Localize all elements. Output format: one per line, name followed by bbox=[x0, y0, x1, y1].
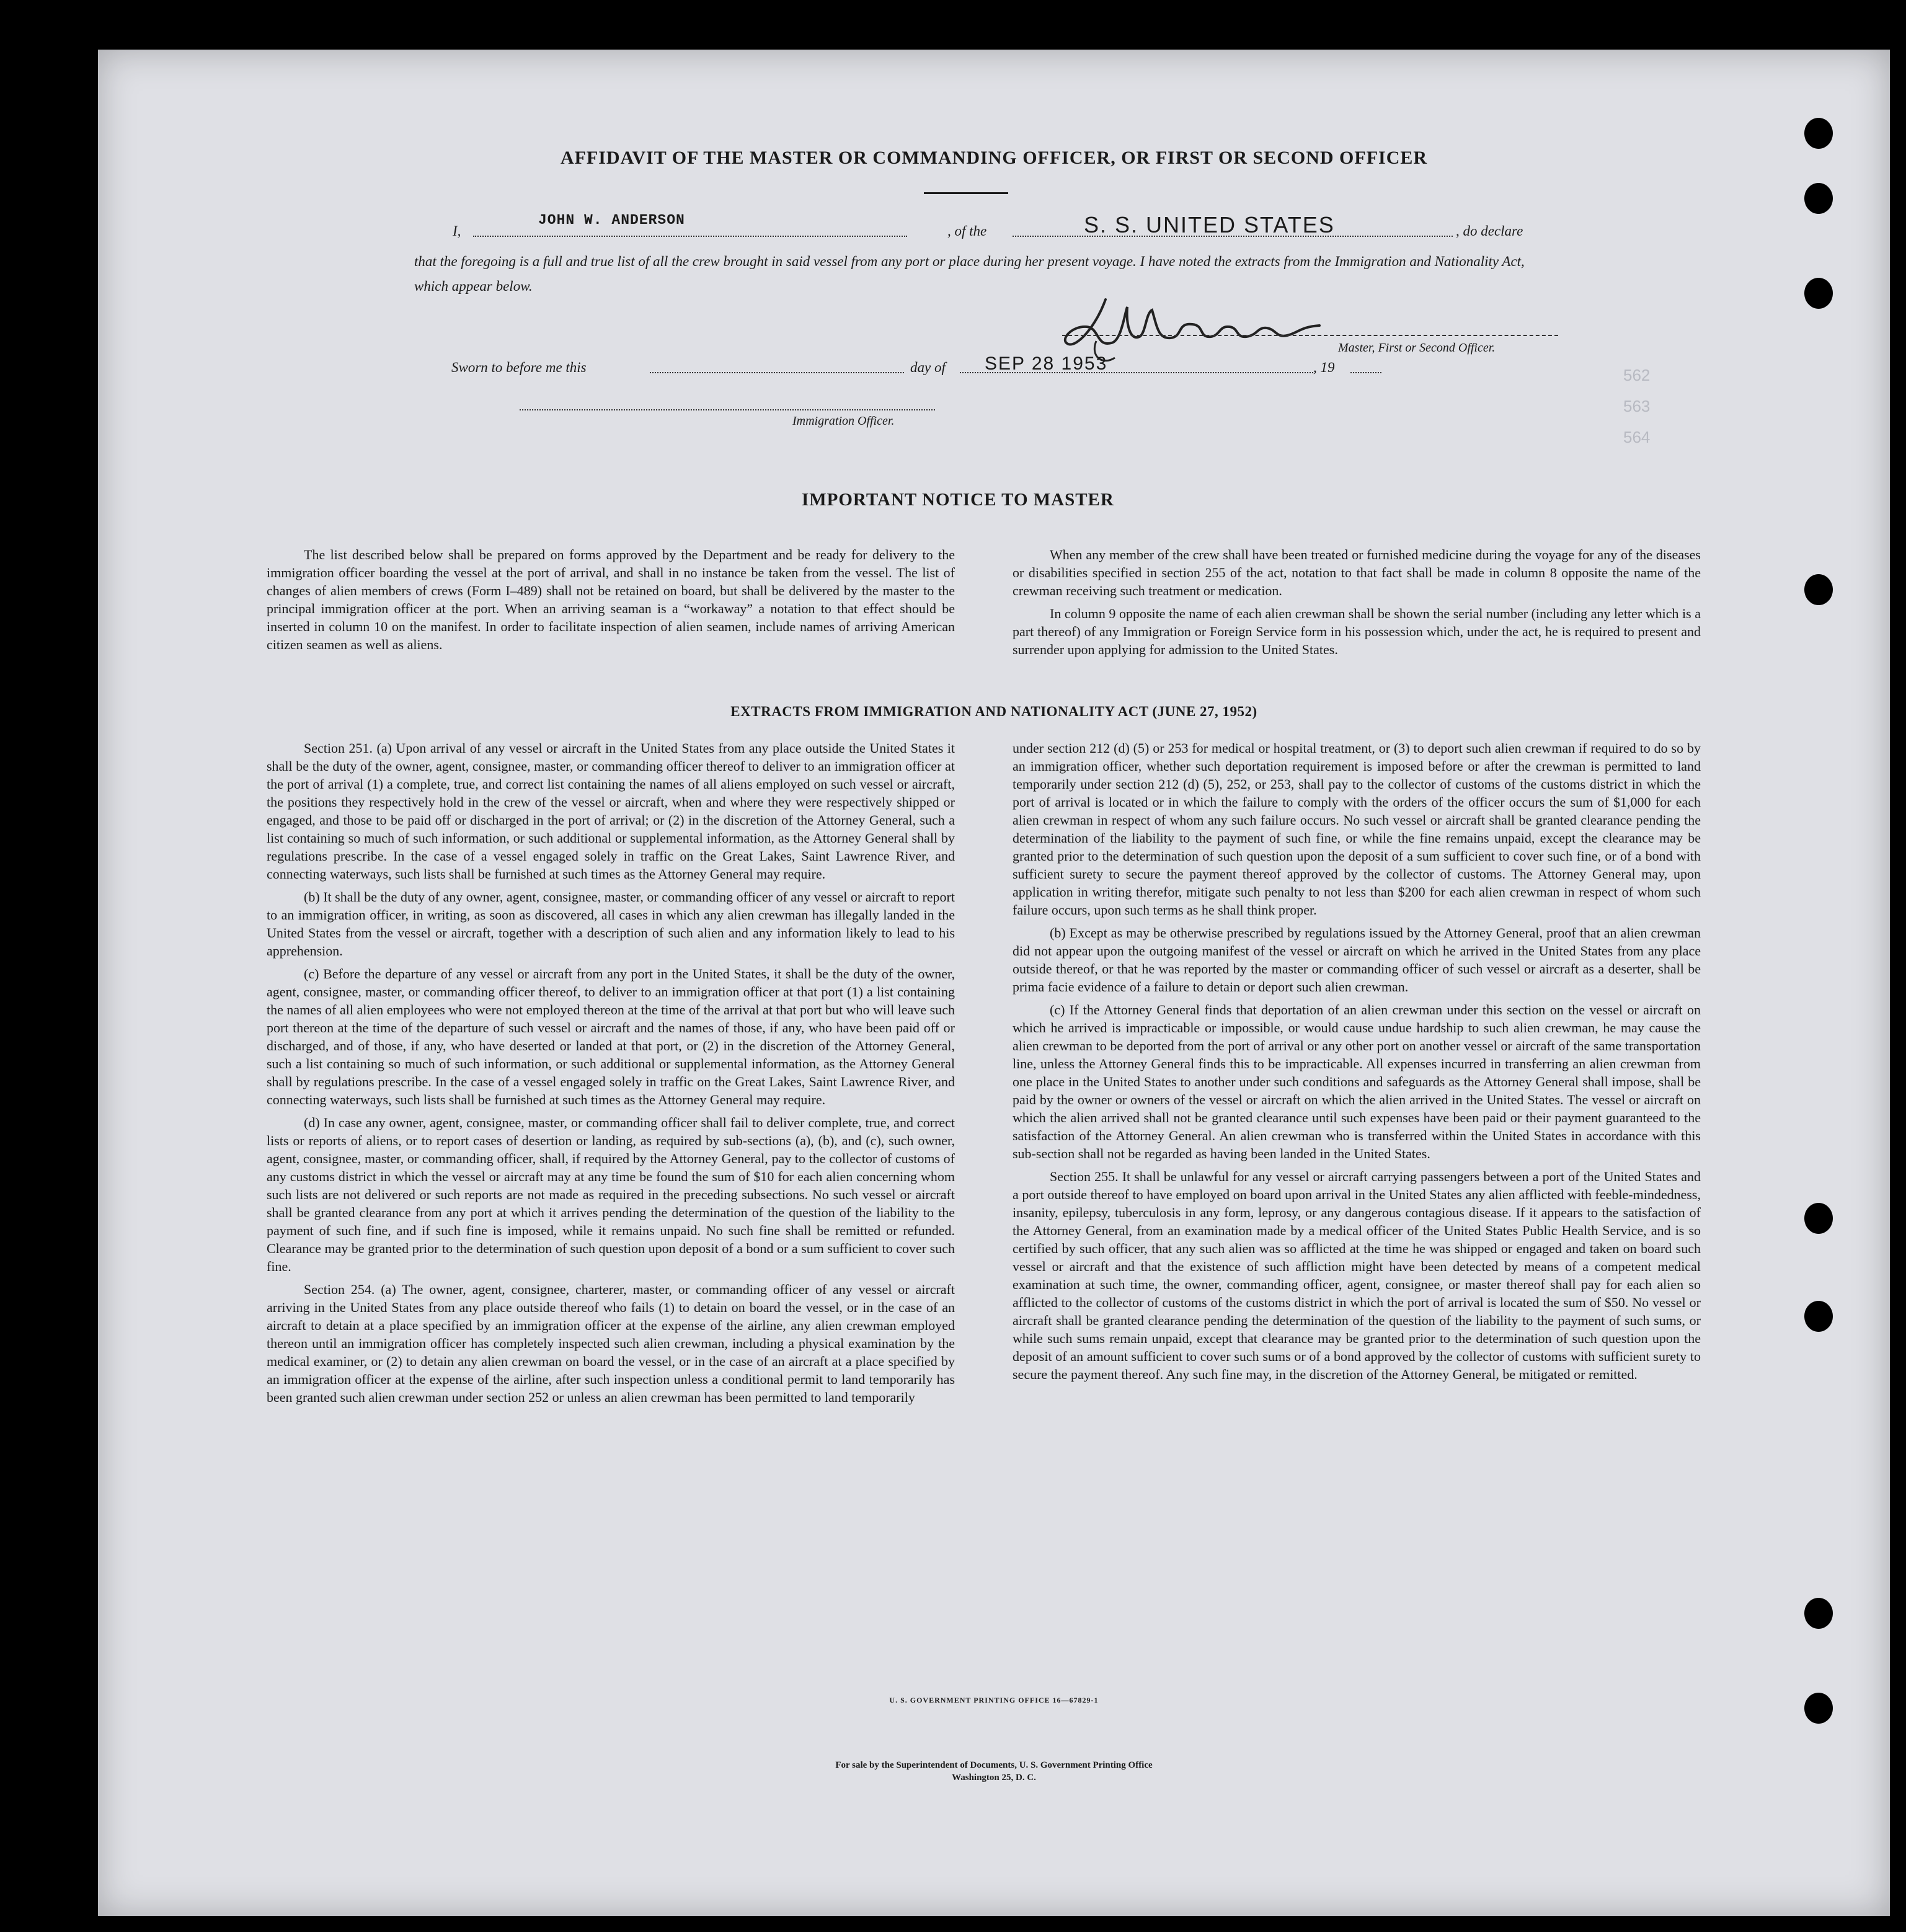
extract-paragraph: Section 255. It shall be unlawful for any vessel or aircraft carrying passengers between a port of the United States and a port outside thereof to have employed on board upon arrival in the United States any alien afflicted with feeble-mindedness, insanity, epilepsy, tuberculosis in any form, leprosy, or any dangerous contagious disease. If it appears to the satisfaction of the Attorney General, from an examination made by a medical officer of the United States Public Health Service, and is so certified by such officer, that any such alien was so afflicted at the time he was shipped or engaged and taken on board such vessel or aircraft and that the existence of such affliction might have been detected by means of a competent medical examination at such time, the owner, commanding officer, agent, consignee, or master thereof shall pay for each alien so afflicted to the collector of customs of the customs district in which the port of arrival is located the sum of $50. No vessel or aircraft shall be granted clearance pending the determination of the question of the liability to the payment of such sums, or while such sums remain unpaid, except that clearance may be granted prior to the determination of such question upon the deposit of an amount sufficient to cover such sums or of a bond approved by the collector of customs with sufficient surety to secure the payment thereof. Any such fine may, in the discretion of the Attorney General, be mitigated or remitted. bbox=[1013, 1169, 1701, 1382]
extract-paragraph: (b) It shall be the duty of any owner, agent, consignee, master, or commanding officer of any vessel or aircraft to report to an immigration officer, in writing, as soon as discovered, all cases in which any alien crewman has illegally landed in the United States from the vessel or aircraft, together with a description of such alien and any information likely to lead to his apprehension. bbox=[267, 889, 955, 959]
i-label: I, bbox=[453, 223, 461, 239]
name-line bbox=[473, 236, 907, 237]
sale-line-2: Washington 25, D. C. bbox=[952, 1773, 1036, 1783]
extract-paragraph: Section 251. (a) Upon arrival of any vessel or aircraft in the United States from any place outside the United States it shall be the duty of the owner, agent, consignee, master, or commanding officer thereof to deliver to an immigration officer at the port of arrival (1) a complete, true, and correct list containing the names of all aliens employed on such vessel or aircraft, the positions they respectively hold in the crew of the vessel or aircraft, when and where they were respectively shipped or engaged, and those to be paid off or discharged in the port of arrival; or (2) in the discretion of the Attorney General, such a list containing so much of such information, or such additional or supplemental information, as the Attorney General shall by regulations prescribe. In the case of a vessel engaged solely in traffic on the Great Lakes, Saint Lawrence River, and connecting waterways, such lists shall be furnished at such times as the Attorney General may require. bbox=[267, 740, 955, 882]
year-prefix: , 19 bbox=[1313, 360, 1335, 375]
officer-line bbox=[520, 409, 935, 410]
extract-paragraph: under section 212 (d) (5) or 253 for medical or hospital treatment, or (3) to deport such alien crewman if required to do so by an immigration officer, whether such deportation requirement is imposed before or after the crewman is permitted to land temporarily under section 212 (d) (5), 252, or 253, shall pay to the collector of customs of the customs district in which the port of arrival is located or in which the failure to comply with the orders of the officer occurs the sum of $1,000 for each alien crewman in respect of whom any such failure occurs. No such vessel or aircraft shall be granted clearance pending the determination of the liability to the payment of such fine, or while the fine remains unpaid, except the clearance may be granted prior to the determination of such question upon the deposit of a sum sufficient to cover such fine, or of a bond with sufficient surety to secure the payment thereof approved by the collector of customs. The Attorney General may, upon application in writing therefor, mitigate such penalty to not less than $200 for each alien crewman in respect of whom such failure occurs, upon such terms as he shall think proper. bbox=[1013, 740, 1701, 918]
day-of-label: day of bbox=[910, 360, 946, 375]
sworn-date-stamp: SEP 28 1953 bbox=[985, 353, 1108, 374]
signature-caption bbox=[1338, 341, 1495, 355]
bleed-through-text: 563 bbox=[1623, 397, 1651, 415]
sale-line-1: For sale by the Superintendent of Documents, U. S. Government Printing Office bbox=[835, 1760, 1153, 1770]
extract-paragraph: Section 254. (a) The owner, agent, consignee, charterer, master, or commanding officer of any vessel or aircraft arriving in the United States from any place outside thereof who fails (1) to detain on board the vessel, or in the case of an aircraft to detain at a place specified by an immigration officer at the expense of the airline, any alien crewman employed thereon until an immigration officer has completely inspected such alien crewman, including a physical examination by the medical examiner, or (2) to detain any alien crewman on board the vessel, or in the case of an aircraft at a place specified by an immigration officer at the expense of the airline, after such inspection unless a conditional permit to land temporarily has been granted such alien crewman under section 252 or unless an alien crewman has been permitted to land temporarily bbox=[267, 1282, 955, 1405]
heading-rule bbox=[924, 192, 1008, 194]
extract-paragraph: (d) In case any owner, agent, consignee, master, or commanding officer shall fail to deliver complete, true, and correct lists or reports of aliens, or to report cases of desertion or landing, as required by sub-sections (a), (b), and (c), such owner, agent, consignee, master, or commanding officer, shall, if required by the Attorney General, pay to the collector of customs of any customs district in which the vessel or aircraft may at any time be found the sum of $10 for each alien concerning whom such lists are not delivered or such reports are not made as required in the preceding subsections. No such vessel or aircraft shall be granted clearance from any port at which it arrives pending the determination of the question of the liability to the payment of such fine, and if such fine is imposed, while it remains unpaid. No such fine shall be remitted or refunded. Clearance may be granted prior to the determination of such question upon deposit of a bond or a sum sufficient to cover such fine. bbox=[267, 1115, 955, 1274]
sworn-label: Sworn to before me this bbox=[451, 360, 587, 375]
do-declare-label: , do declare bbox=[1456, 223, 1523, 239]
punch-hole bbox=[1804, 278, 1833, 309]
notice-right-paragraph-2: In column 9 opposite the name of each alien crewman shall be shown the serial number (including any letter which is a part thereof) of any Immigration or Foreign Service form in his possession which, under the act, he is required to present and surrender upon applying for admission to the United States. bbox=[1013, 606, 1701, 657]
punch-hole bbox=[1804, 118, 1833, 149]
sale-notice bbox=[98, 1759, 1890, 1784]
punch-hole bbox=[1804, 1301, 1833, 1332]
bleed-through-text: 564 bbox=[1623, 428, 1651, 446]
affidavit-heading: AFFIDAVIT OF THE MASTER OR COMMANDING OFFICER, OR FIRST OR SECOND OFFICER bbox=[560, 148, 1428, 168]
extracts-left-column bbox=[267, 739, 955, 1411]
declaration-text: that the foregoing is a full and true list of all the crew brought in said vessel from any port or place during her present voyage. I have noted the extracts from the Immigration and Nationality Act, which appear below. bbox=[414, 254, 1525, 294]
document-page bbox=[98, 50, 1890, 1916]
extracts-heading: EXTRACTS FROM IMMIGRATION AND NATIONALITY ACT (JUNE 27, 1952) bbox=[730, 704, 1257, 719]
extract-paragraph: (b) Except as may be otherwise prescribed by regulations issued by the Attorney General, proof that an alien crewman did not appear upon the outgoing manifest of the vessel or aircraft on which he arrived in the United States from any place outside thereof, or that he was reported by the master or commanding officer of such vessel or aircraft as a deserter, shall be prima facie evidence of a failure to detain or deport such alien crewman. bbox=[1013, 925, 1701, 995]
punch-hole bbox=[1804, 1598, 1833, 1629]
punch-hole bbox=[1804, 183, 1833, 214]
year-line bbox=[1350, 372, 1381, 373]
sworn-day-line bbox=[650, 372, 904, 373]
master-name: JOHN W. ANDERSON bbox=[538, 212, 685, 228]
punch-hole bbox=[1804, 1203, 1833, 1234]
signature-caption-text: Master, First or Second Officer. bbox=[1338, 341, 1496, 355]
notice-heading: IMPORTANT NOTICE TO MASTER bbox=[802, 490, 1114, 510]
bleed-through-text: 562 bbox=[1623, 366, 1651, 384]
printer-line: U. S. GOVERNMENT PRINTING OFFICE 16—67829-1 bbox=[889, 1696, 1099, 1704]
notice-left-paragraph: The list described below shall be prepared on forms approved by the Department and be ready for delivery to the immigration officer boarding the vessel at the port of arrival, and shall in no instance be taken from the vessel. The list of changes of alien members of crews (Form I–489) shall not be retained on board, but shall be delivered by the master to the principal immigration officer at the port. When an arriving seaman is a “workaway” a notation to that effect should be inserted in column 10 on the manifest. In order to facilitate inspection of alien seamen, include names of arriving American citizen seamen as well as aliens. bbox=[267, 547, 955, 652]
extract-paragraph: (c) Before the departure of any vessel or aircraft from any port in the United States, it shall be the duty of the owner, agent, consignee, master, or commanding officer thereof, to deliver to an immigration officer at that port (1) a list containing the names of all alien employees who were not employed thereon at the time of the arrival at that port but who will leave such port thereon at the time of the departure of such vessel or aircraft and the names of those, if any, who have been paid off or discharged, and of those, if any, who have deserted or landed at that port, or (2) in the discretion of the Attorney General, such a list containing so much of such information, or such additional or supplemental information, as the Attorney General shall by regulations prescribe. In the case of a vessel engaged solely in traffic on the Great Lakes, Saint Lawrence River, and connecting waterways, such lists shall be furnished at such times as the Attorney General may require. bbox=[267, 966, 955, 1107]
notice-right-column bbox=[1013, 546, 1701, 663]
extracts-right-column bbox=[1013, 739, 1701, 1388]
notice-left-column bbox=[267, 546, 955, 658]
of-the-label: , of the bbox=[947, 223, 987, 239]
vessel-name: S. S. UNITED STATES bbox=[1084, 212, 1335, 237]
punch-hole bbox=[1804, 574, 1833, 605]
extract-paragraph: (c) If the Attorney General finds that deportation of an alien crewman under this section on the vessel or aircraft on which he arrived is impracticable or impossible, or would cause undue hardship to such alien crewman, he may cause the alien crewman to be deported from the port of arrival or any other port on another vessel or aircraft of the same transportation line, unless the Attorney General finds this to be impracticable. All expenses incurred in transferring an alien crewman from one place in the United States to another under such conditions and safeguards as the Attorney General shall impose, shall be paid by the owner or owners of the vessel or aircraft on which the alien arrived in the United States. The vessel or aircraft on which the alien arrived shall not be granted clearance until such expenses have been paid or their payment guaranteed to the satisfaction of the Attorney General. An alien crewman who is transferred within the United States in accordance with this sub-section shall not be regarded as having been landed in the United States. bbox=[1013, 1002, 1701, 1161]
notice-right-paragraph-1: When any member of the crew shall have been treated or furnished medicine during the voyage for any of the diseases or disabilities specified in section 255 of the act, notation to that fact shall be made in column 8 opposite the name of the crewman receiving such treatment or medication. bbox=[1013, 547, 1701, 598]
officer-caption: Immigration Officer. bbox=[792, 414, 895, 428]
signature-line bbox=[1062, 335, 1558, 336]
